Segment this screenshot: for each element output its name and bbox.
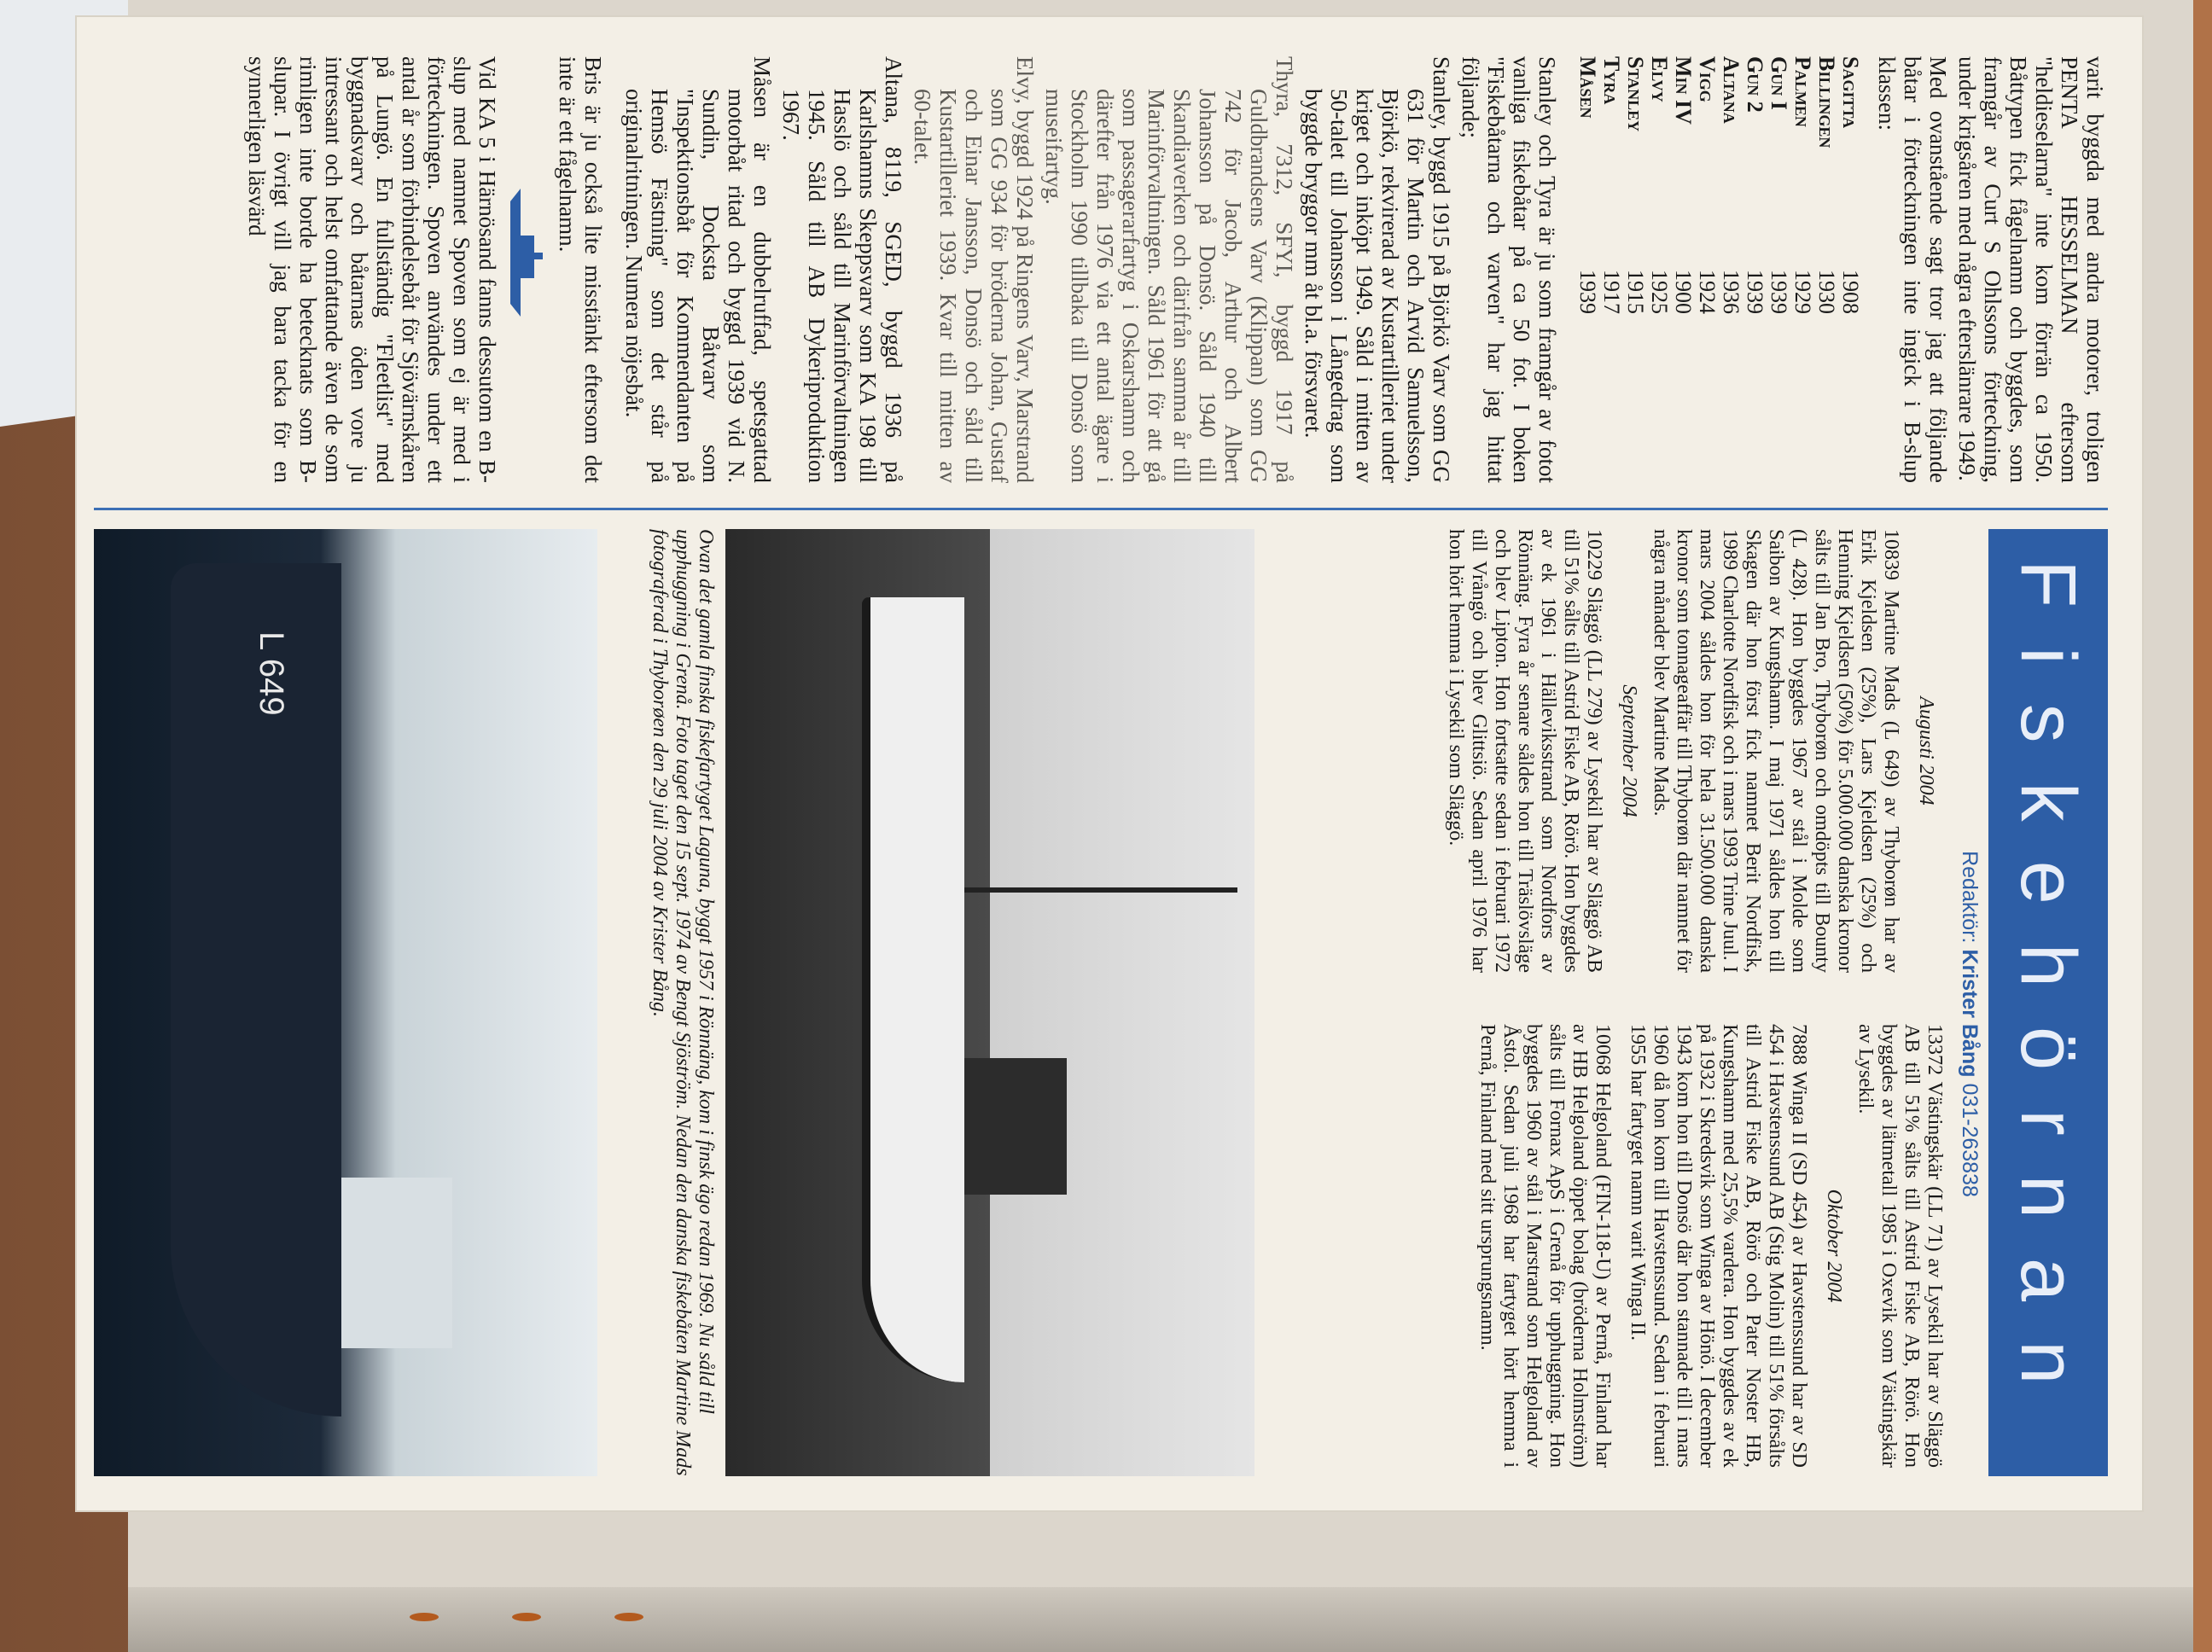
boat-name: Gun I	[1767, 56, 1791, 110]
boat-name: Gun 2	[1743, 56, 1767, 113]
boat-year: 1925	[1647, 270, 1672, 314]
stanley-paragraph: Stanley och Tyra är ju som framgår av fotot vanliga fiskebåtar på ca 50 fot. I boken "Fiskebåtarna och varven" har jag hittat följande;	[1458, 56, 1560, 483]
binding-dot	[512, 1613, 541, 1621]
boat-year: 1930	[1814, 270, 1839, 314]
news-column-left	[1441, 529, 1946, 973]
hull-marking: L 649	[253, 631, 290, 716]
month-august: Augusti 2004	[1915, 696, 1937, 806]
ship-logo-icon	[509, 184, 546, 321]
news-martine-mads: 10839 Martine Mads (L 649) av Thyborøn har av Erik Kjeldsen (25%), Lars Kjeldsen (25%) och Henning Kjeldsen (50%) för 5.000.000 danska kronor sålts till Jan Bro, Thyborøn och omdöpts till Bounty (L 428). Hon byggdes 1967 av stål i Molde som Saibon av Kungshamn. I maj 1971 såldes hon till Skagen där hon först fick namnet Berit Nordfisk, 1989 Charlotte Nordfisk och i mars 1993 Trine Juul. I mars 2004 såldes hon för hela 31.500.000 danska kronor som tonnageaffär till Thyborøn där namnet för några månader blev Martine Mads.	[1650, 529, 1902, 973]
boat-year: 1936	[1719, 270, 1743, 314]
boat-row	[1623, 56, 1647, 348]
binding-dot	[410, 1613, 439, 1621]
boat-year: 1939	[1575, 270, 1600, 314]
boat-name: Min IV	[1671, 56, 1696, 125]
magazine-page	[77, 17, 2142, 1510]
ka5-paragraph: Vid KA 5 i Härnösand fanns dessutom en B-slup med namnet Spoven som ej är med i förteckningen. Spoven användes under ett antal år som förbindelsebåt för Sjövärnskåren på Lungö. En fullständig "Fleetlist" med byggnadsvarv och båtarnas öden vore ju intressant och helst omfattande även de som rimligen inte borde ha betecknats som B-slupar. I övrigt vill jag bara tacka för en synnerligen läsvärd	[244, 56, 500, 483]
boat-row	[1671, 56, 1695, 348]
boat-year: 1939	[1767, 270, 1791, 314]
superstructure	[341, 1178, 452, 1348]
boat-year: 1915	[1623, 270, 1648, 314]
ship-wheelhouse	[964, 1058, 1067, 1195]
intro-paragraph-2: Med ovanstående sagt tror jag att följande båtar i förteckningen inte ingick i B-slup klassen:	[1874, 56, 1951, 483]
photo-background	[725, 529, 1254, 1476]
news-helgoland: 10068 Helgoland (FIN-118-U) av Pernå, Finland har av HB Helgoland öppet bolag (bröderna Holmström) sålts till Fornax ApS i Grenå för upphuggning. Hon byggdes 1960 av stål i Marstrand som Helgoland av Åstol. Sedan juli 1968 har fartyget hört hemma i Pernå, Finland med sitt ursprungsnamn.	[1476, 1024, 1614, 1468]
entry-thyra: Thyra, 7312, SFYI, byggd 1917 på Guldbrandsens Varv (Klippan) som GG 742 för Jacob, Arthur och Albert Johansson på Donsö. Såld 1940 till Skandiaverken och därifrån samma år till Marinförvaltningen. Såld 1961 för att gå som passagerarfartyg i Oskarshamn och därefter från 1976 via ett antal ägare i Stockholm 1990 tillbaka till Donsö som museifartyg.	[1041, 56, 1297, 483]
binding-dot	[614, 1613, 643, 1621]
boat-name: Stanley	[1623, 56, 1648, 132]
boat-year: 1939	[1743, 270, 1767, 314]
news-slaggo: 10229 Släggö (LL 279) av Lysekil har av Släggö AB till 51% sålts till Astrid Fiske AB, Rörö. Hon byggdes av ek 1961 i Hälleviksstrand som Nordfors av Rönnäng. Fyra år senare såldes hon till Träslövsläge och blev Lipton. Hon fortsatte sedan i februari 1972 till Vrångö och blev Glittsiö. Sedan april 1976 har hon hört hemma i Lysekil som Släggö.	[1445, 529, 1605, 973]
entry-masen: Måsen är en dubbelruffad, spetsgattad motorbåt ritad och byggd 1939 vid N. Sundin, Docksta Båtvarv som "Inspektionsbåt för Kommendanten på Hemsö Fästning" som det står på originalritningen. Numera nöjesbåt.	[621, 56, 775, 483]
boat-row	[1575, 56, 1599, 348]
boat-year: 1929	[1790, 270, 1815, 314]
photo-martine-mads	[94, 529, 597, 1476]
boat-list	[1575, 56, 1862, 348]
entry-stanley: Stanley, byggd 1915 på Björkö Varv som GG 631 för Martin och Arvid Samuelsson, Björkö, rekvirerad av Kustartilleriet under kriget och inköpt 1949. Såld i mitten av 50-talet till Johansson i Långedrag som byggde bryggor mm åt bl.a. försvaret.	[1301, 56, 1454, 483]
section-title: Fiskehörnan	[2005, 560, 2093, 1424]
boat-row	[1743, 56, 1767, 348]
bris-paragraph: Bris är ju också lite misstänkt eftersom det inte är ett fågelnamn.	[555, 56, 606, 483]
boat-row	[1767, 56, 1790, 348]
ship-mast	[956, 887, 1237, 893]
boat-name: Tyra	[1599, 56, 1624, 105]
boat-row	[1647, 56, 1671, 348]
boat-year: 1900	[1671, 270, 1696, 314]
boat-year: 1908	[1838, 270, 1863, 314]
boat-row	[1814, 56, 1838, 348]
news-column-right	[1472, 1024, 1946, 1468]
boat-row	[1719, 56, 1743, 348]
editor-credit	[1957, 597, 1982, 1451]
section-banner	[1988, 529, 2108, 1476]
photo-laguna	[725, 529, 1254, 1476]
photo-caption: Ovan det gamla finska fiskefartyget Laguna, byggt 1957 i Rönnäng, kom i finsk ägo redan 1969. Nu såld till upphuggning i Grenå. Foto taget den 15 sept. 1974 av Bengt Sjöström. Nedan den danska fiskebåten Martine Mads fotograferad i Thyborøen den 29 juli 2004 av Krister Bång.	[649, 529, 717, 1476]
news-winga: 7888 Winga II (SD 454) av Havstenssund har av SD 454 i Havstenssund AB (Stig Molin) till 51% försålts till Astrid Fiske AB, Rörö och Pater Noster HB, Kungshamn med 25,5% vardera. Hon byggdes av ek på 1932 i Skredsvik som Winga av Hönö. I december 1943 kom hon till Donsö där hon stannade till i mars 1960 då hon kom till Havstenssund. Sedan i februari 1955 har fartyget namn varit Winga II.	[1627, 1024, 1810, 1468]
entry-altana: Altana, 8119, SGED, byggd 1936 på Karlshamns Skeppsvarv som KA 198 till Hasslö och såld till Marinförvaltningen 1945. Såld till AB Dykeriproduktion 1967.	[778, 56, 906, 483]
news-vastingskar: 13372 Västingskär (LL 71) av Lysekil har av Släggö AB till 51% sålts till Astrid Fiske AB, Rörö. Hon byggdes av lätmetall 1985 i Oxevik som Västingskär av Lysekil.	[1854, 1024, 1946, 1468]
ship-hull	[862, 597, 964, 1382]
boat-name: Vigg	[1695, 56, 1720, 102]
entry-elvy: Elvy, byggd 1924 på Ringens Varv, Marstrand som GG 934 för bröderna Johan, Gustaf och Einar Jansson, Donsö och såld till Kustartilleriet 1939. Kvar till mitten av 60-talet.	[910, 56, 1038, 483]
boat-name: Palmen	[1790, 56, 1815, 127]
month-september: September 2004	[1618, 684, 1640, 817]
intro-paragraph: varit byggda med andra motorer, troligen PENTA HESSELMAN eftersom "heldieselarna" inte kom förrän ca 1950. Båttypen fick fågelnamn och byggdes, som framgår av Curt S Ohlssons förteckning, under krigsåren med några efterslänrare 1949.	[1954, 56, 2108, 483]
boat-row	[1599, 56, 1623, 348]
boat-row	[1838, 56, 1862, 348]
column-divider	[94, 508, 2108, 510]
editor-label: Redaktör:	[1958, 851, 1982, 944]
news-columns	[1272, 529, 1946, 1476]
boat-year: 1924	[1695, 270, 1720, 314]
editor-name: Krister Bång	[1958, 949, 1982, 1078]
boat-name: Billingen	[1814, 56, 1839, 148]
editor-phone: 031-263838	[1958, 1083, 1982, 1197]
boat-name: Måsen	[1575, 56, 1600, 119]
month-october: Oktober 2004	[1823, 1189, 1845, 1303]
boat-name: Altana	[1719, 56, 1743, 124]
boat-name: Sagitta	[1838, 56, 1863, 129]
boat-year: 1917	[1599, 270, 1624, 314]
boat-name: Elvy	[1647, 56, 1672, 102]
left-text-column	[94, 56, 2108, 483]
boat-row	[1790, 56, 1814, 348]
boat-row	[1695, 56, 1719, 348]
book-spine	[128, 1587, 2193, 1652]
